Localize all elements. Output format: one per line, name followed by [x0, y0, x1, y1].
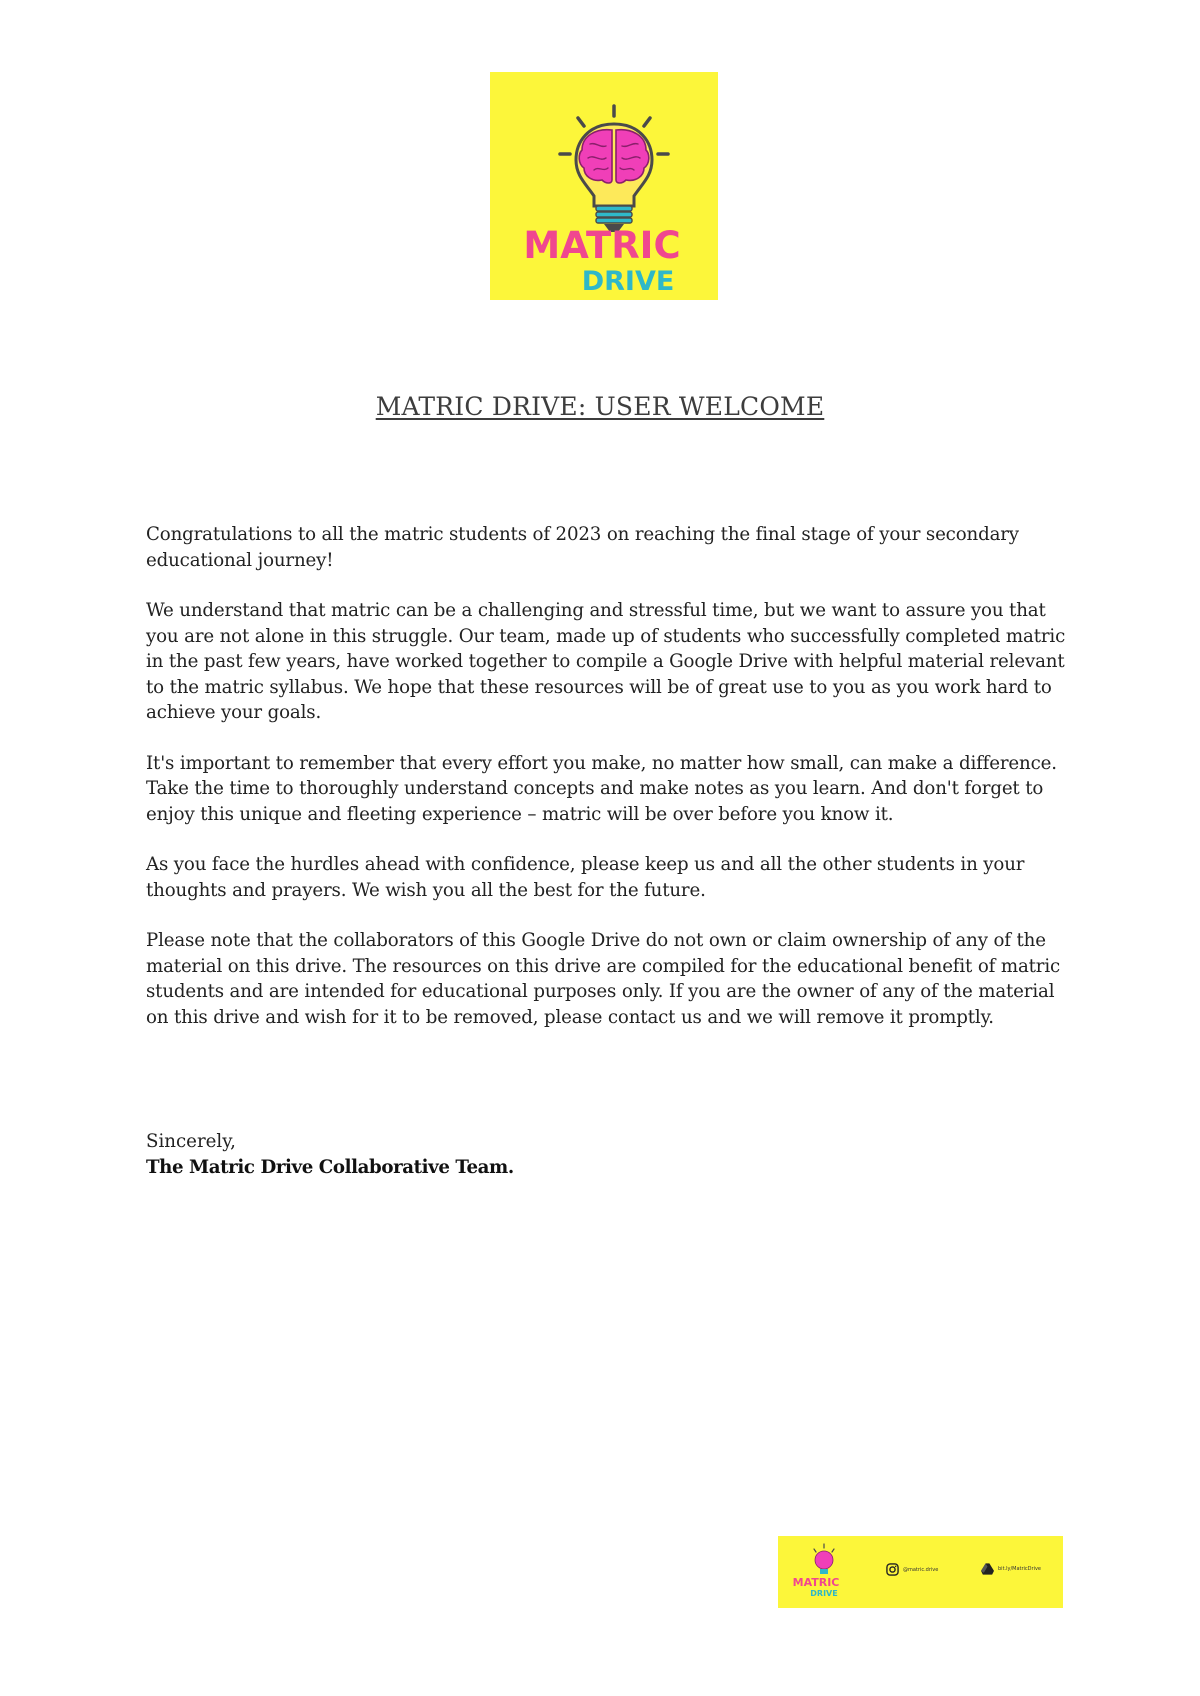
page-title: MATRIC DRIVE: USER WELCOME: [375, 392, 825, 421]
instagram-icon: [886, 1563, 899, 1576]
brand-line-1: MATRIC: [523, 224, 681, 267]
mini-logo-icon: [788, 1540, 852, 1604]
letter-body: [146, 522, 1076, 1055]
instagram-handle: @matric.drive: [903, 1566, 939, 1573]
paragraph: We understand that matric can be a challenging and stressful time, but we want to assure you that you are not alone in this struggle. Our team, made up of students who successfully completed matric in the past few years, have worked together to compile a Google Drive with helpful material relevant to the matric syllabus. We hope that these resources will be of great use to you as you work hard to achieve your goals.: [146, 600, 1066, 723]
drive-link: bit.ly/MatricDrive: [998, 1566, 1042, 1572]
footer-banner: [778, 1536, 1063, 1608]
instagram-link[interactable]: [886, 1563, 938, 1576]
mini-brand-line-1: MATRIC: [792, 1576, 840, 1589]
google-drive-icon: [981, 1563, 994, 1575]
paragraph: As you face the hurdles ahead with confidence, please keep us and all the other students in your thoughts and prayers. We wish you all the best for the future.: [146, 854, 1025, 901]
paragraph: Please note that the collaborators of this Google Drive do not own or claim ownership of any of the material on this drive. The resources on this drive are compiled for the educational benefit of matric students and are intended for educational purposes only. If you are the owner of any of the material on this drive and wish for it to be removed, please contact us and we will remove it promptly.: [146, 930, 1061, 1028]
brand-line-2: DRIVE: [581, 266, 675, 297]
letter-closing: [146, 1129, 514, 1180]
lightbulb-brain-icon: [490, 72, 718, 300]
signature: The Matric Drive Collaborative Team.: [146, 1156, 514, 1178]
mini-brand-line-2: DRIVE: [810, 1589, 838, 1598]
google-drive-link[interactable]: [981, 1563, 1041, 1575]
paragraph: It's important to remember that every effort you make, no matter how small, can make a difference. Take the time to thoroughly understand concepts and make notes as you learn. And don't forget to enjoy this unique and fleeting experience – matric will be over before you know it.: [146, 752, 1057, 825]
paragraph: Congratulations to all the matric students of 2023 on reaching the final stage of your secondary educational journey!: [146, 524, 1019, 571]
matric-drive-logo: [490, 72, 718, 300]
salutation: Sincerely,: [146, 1131, 236, 1152]
